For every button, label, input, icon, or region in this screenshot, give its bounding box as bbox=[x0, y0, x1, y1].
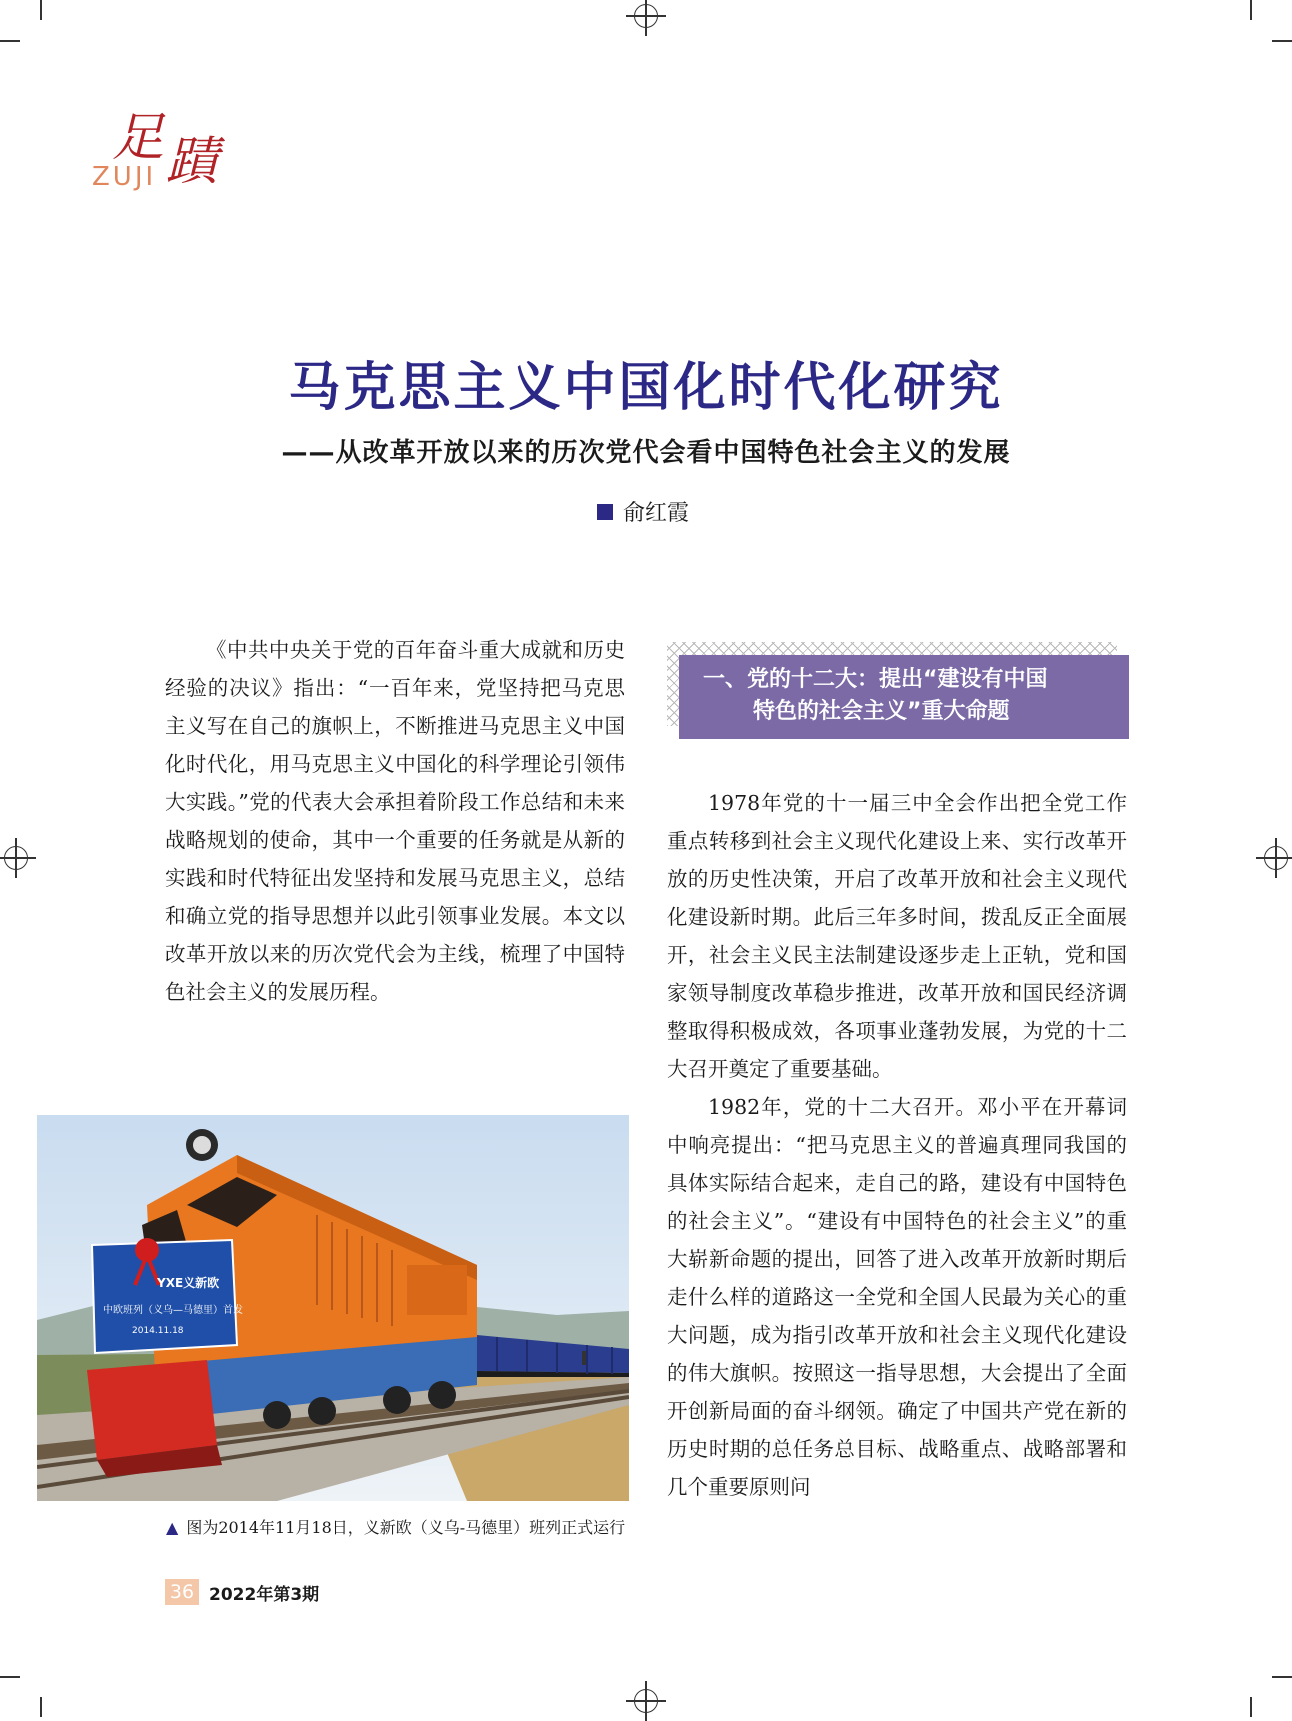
byline-square-icon bbox=[597, 504, 613, 520]
section-logo-char: 足 bbox=[112, 108, 167, 168]
section-heading bbox=[679, 655, 1129, 739]
registration-mark bbox=[0, 838, 36, 878]
registration-mark bbox=[626, 1681, 666, 1721]
photo-caption bbox=[166, 1515, 636, 1538]
registration-mark bbox=[626, 0, 666, 36]
issue-label: 2022年第3期 bbox=[209, 1585, 320, 1605]
body-paragraph: 1982年，党的十二大召开。邓小平在开幕词中响亮提出：“把马克思主义的普遍真理同我国的具体实际结合起来，走自己的路，建设有中国特色的社会主义”。“建设有中国特色的社会主义”的重大崭新命题的提出，回答了进入改革开放新时期后走什么样的道路这一全党和全国人民最为关心的重大问题，成为指引改革开放和社会主义现代化建设的伟大旗帜。按照这一指导思想，大会提出了全面开创新局面的奋斗纲领。确定了中国共产党在新的历史时期的总任务总目标、战略重点、战略部署和几个重要原则问 bbox=[667, 1095, 1127, 1499]
crop-mark bbox=[1250, 0, 1252, 20]
article-subtitle: ——从改革开放以来的历次党代会看中国特色社会主义的发展 bbox=[281, 438, 1011, 468]
banner-brand: YXE义新欧 bbox=[157, 1276, 220, 1290]
train-photo bbox=[37, 1115, 629, 1501]
body-paragraph: 1978年党的十一届三中全会作出把全党工作重点转移到社会主义现代化建设上来、实行改革开放的历史性决策，开启了改革开放和社会主义现代化建设新时期。此后三年多时间，拨乱反正全面展开，社会主义民主法制建设逐步走上正轨，党和国家领导制度改革稳步推进，改革开放和国民经济调整取得积极成效，各项事业蓬勃发展，为党的十二大召开奠定了重要基础。 bbox=[667, 791, 1127, 1081]
caption-text: 图为2014年11月18日，义新欧（义乌-马德里）班列正式运行 bbox=[186, 1518, 626, 1537]
crop-mark bbox=[0, 1676, 20, 1678]
caption-triangle-icon: ▲ bbox=[166, 1518, 179, 1537]
right-column bbox=[667, 784, 1127, 1506]
registration-mark bbox=[1256, 838, 1292, 878]
banner-title: 中欧班列（义乌—马德里）首发 bbox=[103, 1305, 243, 1316]
section-logo-char: 蹟 bbox=[166, 132, 221, 192]
crop-mark bbox=[40, 1697, 42, 1717]
article-title: 马克思主义中国化时代化研究 bbox=[288, 358, 1004, 418]
body-paragraph: 《中共中央关于党的百年奋斗重大成就和历史经验的决议》指出：“一百年来，党坚持把马克思主义写在自己的旗帜上，不断推进马克思主义中国化时代化，用马克思主义中国化的科学理论引领伟大实践。”党的代表大会承担着阶段工作总结和未来战略规划的使命，其中一个重要的任务就是从新的实践和时代特征出发坚持和发展马克思主义，总结和确立党的指导思想并以此引领事业发展。本文以改革开放以来的历次党代会为主线，梳理了中国特色社会主义的发展历程。 bbox=[165, 638, 625, 1004]
section-heading-line: 特色的社会主义”重大命题 bbox=[753, 699, 1010, 724]
crop-mark bbox=[1250, 1697, 1252, 1717]
banner-date: 2014.11.18 bbox=[132, 1326, 184, 1336]
crop-mark bbox=[1272, 1676, 1292, 1678]
section-heading-line: 一、党的十二大：提出“建设有中国 bbox=[703, 667, 1048, 692]
author-name: 俞红霞 bbox=[623, 501, 690, 526]
page-number: 36 bbox=[165, 1579, 199, 1605]
crop-mark bbox=[0, 40, 20, 42]
section-logo-english: ZUJI bbox=[92, 162, 157, 192]
crop-mark bbox=[1272, 40, 1292, 42]
author-byline bbox=[597, 496, 689, 527]
intro-column bbox=[165, 631, 625, 1011]
crop-mark bbox=[40, 0, 42, 20]
